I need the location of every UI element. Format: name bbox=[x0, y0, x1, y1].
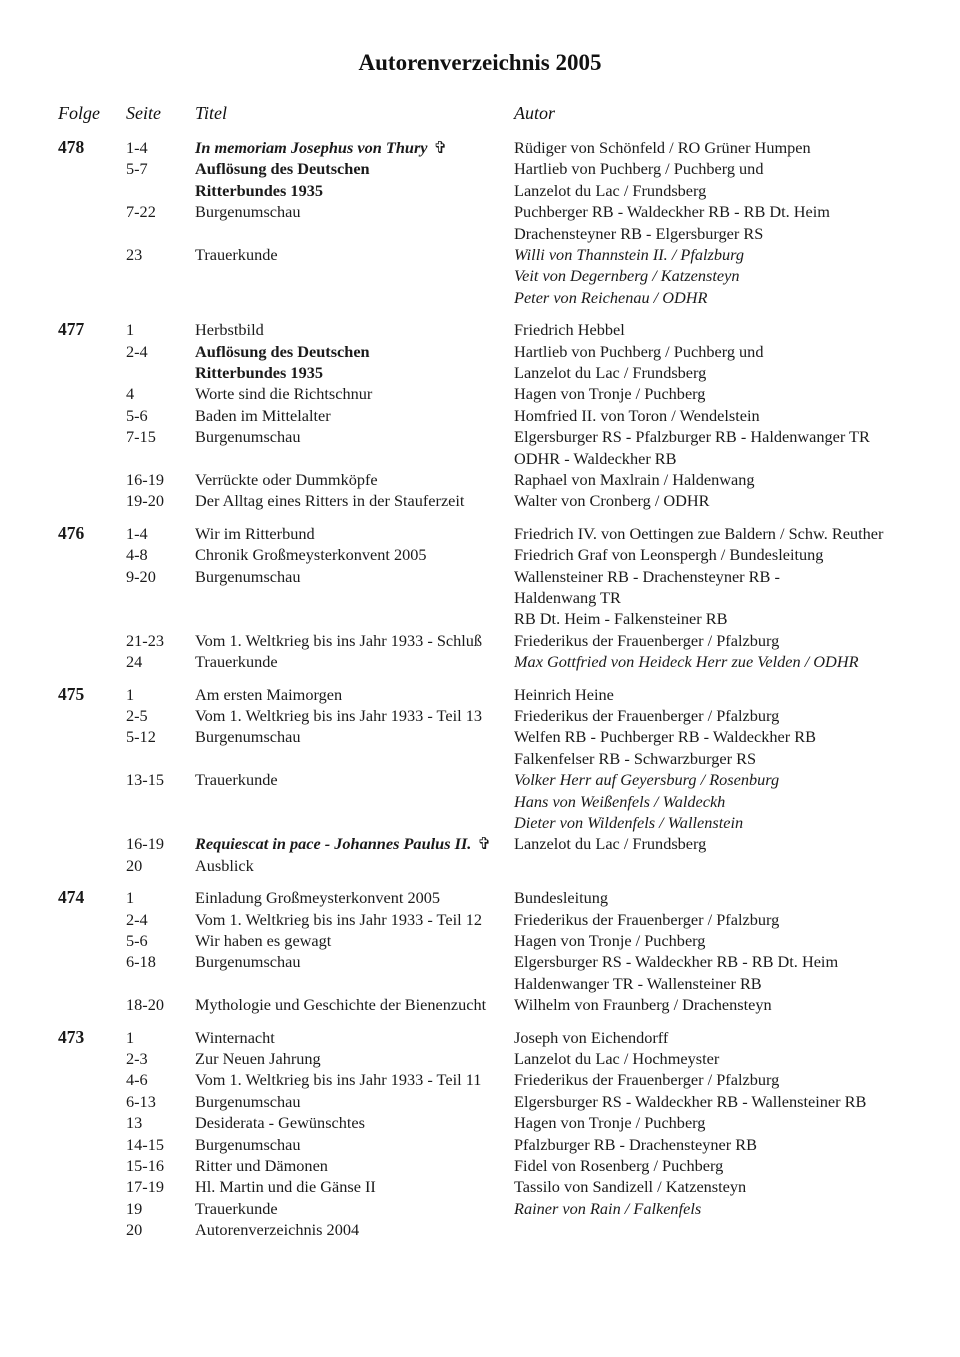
entry-row bbox=[0, 587, 960, 608]
header-seite: Seite bbox=[126, 103, 161, 123]
titel-text: Trauerkunde bbox=[195, 1198, 278, 1218]
titel-cell bbox=[195, 566, 301, 587]
entry-row bbox=[0, 726, 960, 747]
entry-row bbox=[0, 769, 960, 790]
seite-cell: 24 bbox=[126, 652, 143, 672]
seite-cell: 2-4 bbox=[126, 341, 148, 361]
titel-cell bbox=[195, 523, 315, 544]
folge-number: 475 bbox=[58, 683, 85, 704]
titel-cell bbox=[195, 1069, 481, 1090]
autor-cell: Hans von Weißenfels / Waldeckh bbox=[514, 791, 726, 811]
autor-cell: Homfried II. von Toron / Wendelstein bbox=[514, 405, 760, 425]
titel-cell bbox=[195, 405, 331, 426]
folge-number: 477 bbox=[58, 319, 85, 340]
entry-row bbox=[0, 287, 960, 308]
titel-cell bbox=[195, 909, 482, 930]
titel-text: Vom 1. Weltkrieg bis ins Jahr 1933 - Teil 11 bbox=[195, 1070, 482, 1090]
titel-cell bbox=[195, 426, 301, 447]
entry-row bbox=[0, 265, 960, 286]
autor-cell: Heinrich Heine bbox=[514, 684, 614, 704]
seite-cell: 2-5 bbox=[126, 706, 148, 725]
autor-cell: Friederikus der Frauenberger / Pfalzburg bbox=[514, 706, 780, 725]
seite-cell: 1 bbox=[126, 684, 135, 704]
titel-text: Der Alltag eines Ritters in der Stauferzeit bbox=[195, 491, 465, 511]
autor-cell: Hartlieb von Puchberg / Puchberg und bbox=[514, 341, 764, 361]
titel-cell bbox=[195, 1134, 301, 1155]
titel-text: Burgenumschau bbox=[195, 952, 301, 972]
titel-cell bbox=[195, 855, 254, 876]
autor-cell: Friedrich Graf von Leonspergh / Bundesleitung bbox=[514, 545, 824, 565]
autor-cell: Friedrich Hebbel bbox=[514, 320, 625, 340]
seite-cell: 2-3 bbox=[126, 1049, 148, 1068]
autor-cell: Dieter von Wildenfels / Wallenstein bbox=[514, 813, 744, 832]
titel-text: Winternacht bbox=[195, 1027, 275, 1047]
entry-row bbox=[0, 1155, 960, 1176]
autor-cell: Volker Herr auf Geyersburg / Rosenburg bbox=[514, 770, 780, 790]
seite-cell: 15-16 bbox=[126, 1156, 164, 1175]
seite-cell: 5-12 bbox=[126, 727, 156, 747]
titel-text: Burgenumschau bbox=[195, 566, 301, 586]
autor-cell: Tassilo von Sandizell / Katzensteyn bbox=[514, 1177, 747, 1197]
titel-text: Burgenumschau bbox=[195, 1134, 301, 1154]
seite-cell: 5-6 bbox=[126, 405, 148, 425]
seite-cell: 23 bbox=[126, 245, 143, 264]
entry-row bbox=[0, 448, 960, 469]
autor-cell: Rüdiger von Schönfeld / RO Grüner Humpen bbox=[514, 138, 811, 157]
autor-cell: Lanzelot du Lac / Hochmeyster bbox=[514, 1049, 720, 1068]
titel-text: Vom 1. Weltkrieg bis ins Jahr 1933 - Teil 13 bbox=[195, 706, 482, 725]
autor-cell: Bundesleitung bbox=[514, 888, 609, 908]
titel-cell bbox=[195, 1048, 321, 1069]
autor-cell: Peter von Reichenau / ODHR bbox=[514, 287, 708, 307]
titel-text: Trauerkunde bbox=[195, 770, 278, 790]
entry-row bbox=[0, 137, 960, 158]
autor-cell: Elgersburger RS - Waldeckher RB - Wallensteiner RB bbox=[514, 1091, 867, 1111]
entry-row bbox=[0, 748, 960, 769]
seite-cell: 17-19 bbox=[126, 1177, 164, 1197]
seite-cell: 21-23 bbox=[126, 630, 164, 650]
seite-cell: 1-4 bbox=[126, 138, 148, 157]
header-autor: Autor bbox=[514, 103, 556, 123]
autor-cell: Hagen von Tronje / Puchberg bbox=[514, 1113, 706, 1133]
titel-cell bbox=[195, 362, 323, 383]
seite-cell: 1-4 bbox=[126, 523, 148, 543]
titel-text: Ritterbundes 1935 bbox=[195, 363, 323, 382]
autor-cell: Joseph von Eichendorff bbox=[514, 1027, 669, 1047]
folge-number: 473 bbox=[58, 1026, 85, 1047]
titel-cell bbox=[195, 469, 378, 490]
entry-row bbox=[0, 608, 960, 629]
seite-cell: 19-20 bbox=[126, 491, 164, 511]
entry-row bbox=[0, 1048, 960, 1069]
titel-cell bbox=[195, 180, 323, 201]
entry-row bbox=[0, 201, 960, 222]
seite-cell: 20 bbox=[126, 1220, 143, 1240]
titel-text: Auflösung des Deutschen bbox=[195, 159, 370, 179]
cross-icon: ✞ bbox=[477, 834, 492, 854]
titel-cell bbox=[195, 1155, 328, 1176]
titel-cell bbox=[195, 158, 370, 179]
autor-cell: Rainer von Rain / Falkenfels bbox=[514, 1198, 702, 1218]
entry-row bbox=[0, 951, 960, 972]
entry-row bbox=[0, 426, 960, 447]
autor-cell: Walter von Cronberg / ODHR bbox=[514, 491, 710, 511]
entry-row bbox=[0, 855, 960, 876]
seite-cell: 6-13 bbox=[126, 1091, 156, 1111]
autor-cell: RB Dt. Heim - Falkensteiner RB bbox=[514, 609, 728, 629]
titel-text: Wir haben es gewagt bbox=[195, 931, 332, 950]
entry-row bbox=[0, 523, 960, 544]
autor-cell: ODHR - Waldeckher RB bbox=[514, 448, 677, 468]
titel-cell bbox=[195, 1198, 278, 1219]
autor-cell: Wilhelm von Fraunberg / Drachensteyn bbox=[514, 995, 772, 1015]
entry-row bbox=[0, 1219, 960, 1240]
autor-cell: Lanzelot du Lac / Frundsberg bbox=[514, 363, 707, 382]
titel-text: Burgenumschau bbox=[195, 727, 301, 747]
titel-cell bbox=[195, 684, 342, 705]
autor-cell: Elgersburger RS - Waldeckher RB - RB Dt. Heim bbox=[514, 952, 839, 972]
header-folge: Folge bbox=[58, 103, 100, 123]
seite-cell: 16-19 bbox=[126, 470, 164, 489]
titel-cell bbox=[195, 630, 482, 651]
entry-row bbox=[0, 1134, 960, 1155]
entry-row bbox=[0, 158, 960, 179]
entry-row bbox=[0, 469, 960, 490]
titel-text: Trauerkunde bbox=[195, 652, 278, 672]
titel-text: Ritterbundes 1935 bbox=[195, 180, 323, 200]
titel-cell bbox=[195, 1219, 359, 1240]
folge-number: 474 bbox=[58, 887, 85, 908]
titel-text: Vom 1. Weltkrieg bis ins Jahr 1933 - Teil 12 bbox=[195, 909, 482, 929]
seite-cell: 4-8 bbox=[126, 545, 148, 565]
folge-number: 476 bbox=[58, 522, 85, 543]
seite-cell: 7-22 bbox=[126, 202, 156, 222]
entry-row bbox=[0, 223, 960, 244]
titel-text: Zur Neuen Jahrung bbox=[195, 1049, 321, 1068]
autor-cell: Falkenfelser RB - Schwarzburger RS bbox=[514, 748, 757, 768]
autor-cell: Hagen von Tronje / Puchberg bbox=[514, 931, 706, 950]
titel-cell bbox=[195, 544, 427, 565]
seite-cell: 2-4 bbox=[126, 909, 148, 929]
autor-cell: Lanzelot du Lac / Frundsberg bbox=[514, 180, 707, 200]
seite-cell: 1 bbox=[126, 1027, 135, 1047]
seite-cell: 4 bbox=[126, 384, 135, 404]
titel-cell bbox=[195, 769, 278, 790]
titel-text: Ritter und Dämonen bbox=[195, 1156, 328, 1175]
titel-cell bbox=[195, 833, 491, 854]
entry-row bbox=[0, 684, 960, 705]
titel-text: Worte sind die Richtschnur bbox=[195, 384, 373, 404]
seite-cell: 16-19 bbox=[126, 834, 164, 854]
titel-text: Einladung Großmeysterkonvent 2005 bbox=[195, 888, 441, 908]
seite-cell: 18-20 bbox=[126, 995, 164, 1015]
entry-row bbox=[0, 1112, 960, 1133]
titel-cell bbox=[195, 1112, 365, 1133]
titel-text: In memoriam Josephus von Thury bbox=[195, 138, 428, 157]
entry-row bbox=[0, 994, 960, 1015]
entry-row bbox=[0, 244, 960, 265]
autor-cell: Hartlieb von Puchberg / Puchberg und bbox=[514, 159, 764, 179]
folge-number: 478 bbox=[58, 137, 85, 157]
autor-cell: Friedrich IV. von Oettingen zue Baldern / Schw. Reuther bbox=[514, 523, 884, 543]
autor-cell: Welfen RB - Puchberger RB - Waldeckher RB bbox=[514, 727, 816, 747]
entry-row bbox=[0, 1176, 960, 1197]
titel-cell bbox=[195, 994, 486, 1015]
titel-cell bbox=[195, 201, 301, 222]
titel-cell bbox=[195, 951, 301, 972]
autor-cell: Drachensteyner RB - Elgersburger RS bbox=[514, 223, 764, 243]
entry-row bbox=[0, 341, 960, 362]
entry-row bbox=[0, 362, 960, 383]
titel-text: Requiescat in pace - Johannes Paulus II. bbox=[195, 834, 472, 854]
autor-cell: Lanzelot du Lac / Frundsberg bbox=[514, 834, 707, 854]
titel-text: Hl. Martin und die Gänse II bbox=[195, 1177, 376, 1197]
autor-cell: Elgersburger RS - Pfalzburger RB - Haldenwanger TR bbox=[514, 427, 870, 447]
titel-text: Ausblick bbox=[195, 855, 254, 875]
autor-cell: Friederikus der Frauenberger / Pfalzburg bbox=[514, 630, 780, 650]
titel-cell bbox=[195, 887, 440, 908]
titel-text: Mythologie und Geschichte der Bienenzucht bbox=[195, 995, 487, 1015]
autor-cell: Willi von Thannstein II. / Pfalzburg bbox=[514, 245, 745, 264]
titel-text: Chronik Großmeysterkonvent 2005 bbox=[195, 545, 427, 565]
seite-cell: 9-20 bbox=[126, 566, 156, 586]
titel-text: Desiderata - Gewünschtes bbox=[195, 1113, 365, 1133]
entry-row bbox=[0, 319, 960, 340]
entry-row bbox=[0, 566, 960, 587]
titel-cell bbox=[195, 319, 264, 340]
autor-cell: Hagen von Tronje / Puchberg bbox=[514, 384, 706, 404]
autor-cell: Veit von Degernberg / Katzensteyn bbox=[514, 266, 740, 286]
entry-row bbox=[0, 1027, 960, 1048]
titel-cell bbox=[195, 383, 372, 404]
seite-cell: 1 bbox=[126, 320, 135, 340]
entry-row bbox=[0, 909, 960, 930]
autor-cell: Raphael von Maxlrain / Haldenwang bbox=[514, 470, 755, 489]
titel-text: Autorenverzeichnis 2004 bbox=[195, 1220, 360, 1240]
entry-row bbox=[0, 630, 960, 651]
autor-cell: Fidel von Rosenberg / Puchberg bbox=[514, 1156, 724, 1175]
entry-row bbox=[0, 887, 960, 908]
entry-row bbox=[0, 405, 960, 426]
titel-text: Baden im Mittelalter bbox=[195, 405, 331, 425]
entry-row bbox=[0, 833, 960, 854]
autor-cell: Wallensteiner RB - Drachensteyner RB - bbox=[514, 566, 780, 586]
titel-cell bbox=[195, 1027, 275, 1048]
seite-cell: 5-6 bbox=[126, 931, 148, 950]
seite-cell: 5-7 bbox=[126, 159, 148, 179]
entry-row bbox=[0, 705, 960, 726]
entry-row bbox=[0, 791, 960, 812]
autor-cell: Puchberger RB - Waldeckher RB - RB Dt. Heim bbox=[514, 202, 830, 222]
autor-cell: Haldenwanger TR - Wallensteiner RB bbox=[514, 973, 762, 993]
titel-text: Vom 1. Weltkrieg bis ins Jahr 1933 - Schluß bbox=[195, 630, 483, 650]
autor-cell: Haldenwang TR bbox=[514, 588, 621, 607]
seite-cell: 14-15 bbox=[126, 1134, 164, 1154]
titel-cell bbox=[195, 705, 482, 726]
seite-cell: 20 bbox=[126, 855, 143, 875]
seite-cell: 13-15 bbox=[126, 770, 164, 790]
entry-row bbox=[0, 973, 960, 994]
titel-cell bbox=[195, 1091, 301, 1112]
entry-row bbox=[0, 1198, 960, 1219]
entry-row bbox=[0, 383, 960, 404]
entry-row bbox=[0, 180, 960, 201]
entry-row bbox=[0, 930, 960, 951]
titel-cell bbox=[195, 341, 370, 362]
titel-cell bbox=[195, 1176, 376, 1197]
entry-row bbox=[0, 1069, 960, 1090]
seite-cell: 1 bbox=[126, 888, 135, 908]
titel-cell bbox=[195, 651, 278, 672]
titel-text: Wir im Ritterbund bbox=[195, 523, 315, 543]
seite-cell: 6-18 bbox=[126, 952, 156, 972]
titel-text: Auflösung des Deutschen bbox=[195, 341, 370, 361]
seite-cell: 7-15 bbox=[126, 427, 156, 447]
entry-row bbox=[0, 1091, 960, 1112]
titel-text: Am ersten Maimorgen bbox=[195, 684, 343, 704]
titel-cell bbox=[195, 930, 331, 951]
entry-row bbox=[0, 544, 960, 565]
entry-row bbox=[0, 490, 960, 511]
autor-cell: Max Gottfried von Heideck Herr zue Velden / ODHR bbox=[514, 652, 859, 672]
cross-icon: ✞ bbox=[433, 138, 448, 157]
titel-text: Burgenumschau bbox=[195, 1091, 301, 1111]
titel-text: Verrückte oder Dummköpfe bbox=[195, 470, 378, 489]
titel-cell bbox=[195, 490, 464, 511]
entry-row bbox=[0, 812, 960, 833]
page-title: Autorenverzeichnis 2005 bbox=[358, 50, 602, 75]
titel-text: Trauerkunde bbox=[195, 245, 278, 264]
titel-text: Burgenumschau bbox=[195, 427, 301, 447]
seite-cell: 4-6 bbox=[126, 1070, 148, 1090]
header-titel: Titel bbox=[195, 103, 228, 123]
entry-row bbox=[0, 651, 960, 672]
seite-cell: 19 bbox=[126, 1198, 143, 1218]
seite-cell: 13 bbox=[126, 1113, 143, 1133]
autor-cell: Friederikus der Frauenberger / Pfalzburg bbox=[514, 1070, 780, 1090]
titel-cell bbox=[195, 137, 447, 158]
autor-cell: Friederikus der Frauenberger / Pfalzburg bbox=[514, 909, 780, 929]
titel-cell bbox=[195, 726, 301, 747]
titel-cell bbox=[195, 244, 278, 265]
titel-text: Herbstbild bbox=[195, 320, 264, 340]
titel-text: Burgenumschau bbox=[195, 202, 301, 222]
autor-cell: Pfalzburger RB - Drachensteyner RB bbox=[514, 1134, 757, 1154]
